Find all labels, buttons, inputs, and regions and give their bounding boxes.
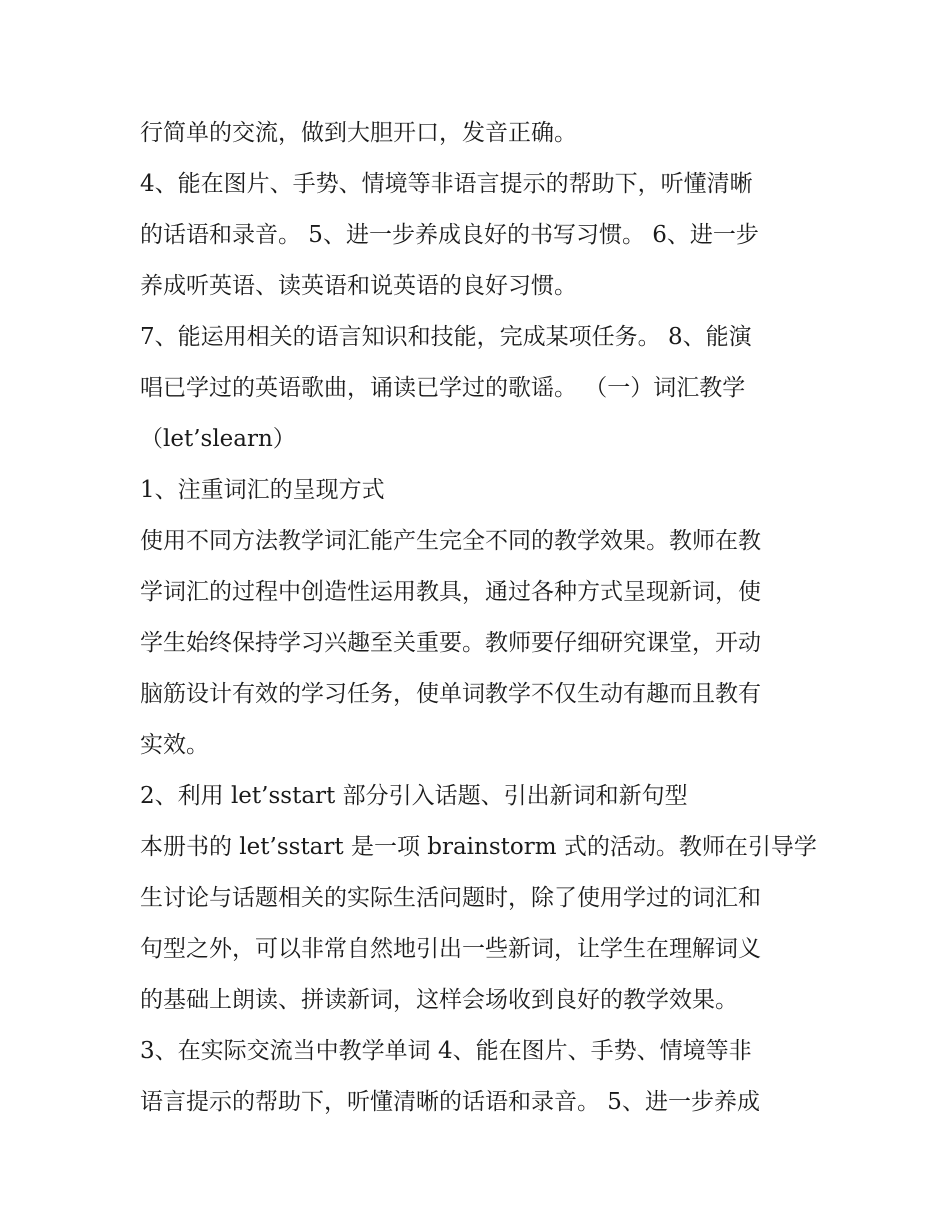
text-line: 的基础上朗读、拼读新词，这样会场收到良好的教学效果。 xyxy=(140,987,738,1013)
text-line: 脑筋设计有效的学习任务，使单词教学不仅生动有趣而且教有 xyxy=(140,681,761,707)
text-line: 实效。 xyxy=(140,732,209,758)
text-line: 3、在实际交流当中教学单词 4、能在图片、手势、情境等非 xyxy=(140,1038,752,1064)
text-line: 学生始终保持学习兴趣至关重要。教师要仔细研究课堂，开动 xyxy=(140,630,761,656)
text-line: 语言提示的帮助下，听懂清晰的话语和录音。 5、进一步养成 xyxy=(140,1089,760,1115)
text-line: 4、能在图片、手势、情境等非语言提示的帮助下，听懂清晰 xyxy=(140,171,753,197)
text-line: 养成听英语、读英语和说英语的良好习惯。 xyxy=(140,273,577,299)
text-line: 生讨论与话题相关的实际生活问题时，除了使用学过的词汇和 xyxy=(140,885,761,911)
text-line: 学词汇的过程中创造性运用教具，通过各种方式呈现新词，使 xyxy=(140,579,761,605)
text-line: 使用不同方法教学词汇能产生完全不同的教学效果。教师在教 xyxy=(140,528,761,554)
text-line: 行简单的交流，做到大胆开口，发音正确。 xyxy=(140,120,577,146)
text-line: （let’slearn） xyxy=(140,426,296,452)
text-line: 2、利用 let’sstart 部分引入话题、引出新词和新句型 xyxy=(140,783,688,809)
text-line: 句型之外，可以非常自然地引出一些新词，让学生在理解词义 xyxy=(140,936,761,962)
text-line: 的话语和录音。 5、进一步养成良好的书写习惯。 6、进一步 xyxy=(140,222,759,248)
text-line: 唱已学过的英语歌曲，诵读已学过的歌谣。 （一）词汇教学 xyxy=(140,375,746,401)
text-line: 1、注重词汇的呈现方式 xyxy=(140,477,385,503)
text-line: 本册书的 let’sstart 是一项 brainstorm 式的活动。教师在引导学 xyxy=(140,834,817,860)
text-line: 7、能运用相关的语言知识和技能，完成某项任务。 8、能演 xyxy=(140,324,752,350)
document-body xyxy=(140,108,820,1128)
